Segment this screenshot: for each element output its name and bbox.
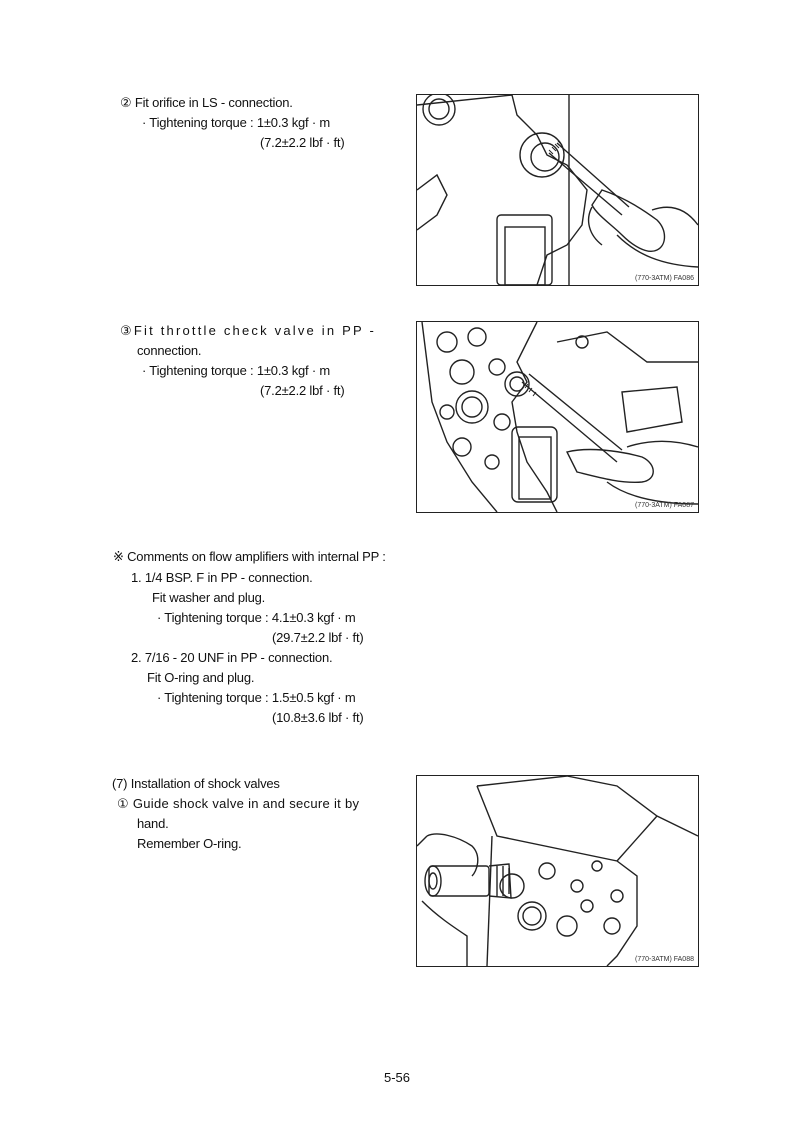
step-guide-shock-valve: ① Guide shock valve in and secure it by [117,796,360,811]
orifice-illustration [417,95,698,285]
torque-spec-imperial: (7.2±2.2 lbf · ft) [260,135,345,150]
torque-spec-imperial: (10.8±3.6 lbf · ft) [272,710,364,725]
comments-heading: ※ Comments on flow amplifiers with internal PP : [113,549,386,564]
step-continuation: connection. [137,343,202,358]
torque-spec-imperial: (7.2±2.2 lbf · ft) [260,383,345,398]
page-number: 5-56 [383,1070,411,1085]
shock-valve-illustration [417,776,698,966]
step-note: Remember O-ring. [137,836,242,851]
torque-spec: · Tightening torque : 1±0.3 kgf · m [142,363,331,378]
comment-item-1: 1. 1/4 BSP. F in PP - connection. [131,570,313,585]
torque-spec: · Tightening torque : 1.5±0.5 kgf · m [157,690,356,705]
throttle-valve-illustration [417,322,698,512]
figure-code: (770-3ATM) FA088 [634,956,694,963]
step-fit-orifice: ② Fit orifice in LS - connection. [120,95,293,110]
figure-orifice-ls [416,94,699,286]
comment-item-2: 2. 7/16 - 20 UNF in PP - connection. [131,650,333,665]
section-heading: (7) Installation of shock valves [112,776,280,791]
comment-item-1-sub: Fit washer and plug. [152,590,266,605]
step-fit-throttle-check-valve: ③Fit throttle check valve in PP - [120,323,376,338]
torque-spec: · Tightening torque : 1±0.3 kgf · m [142,115,331,130]
comment-item-2-sub: Fit O-ring and plug. [147,670,255,685]
step-continuation: hand. [137,816,169,831]
torque-spec-imperial: (29.7±2.2 lbf · ft) [272,630,364,645]
figure-code: (770-3ATM) FA086 [634,275,694,282]
figure-shock-valve [416,775,699,967]
figure-code: (770-3ATM) FA087 [634,502,694,509]
torque-spec: · Tightening torque : 4.1±0.3 kgf · m [157,610,356,625]
figure-throttle-check-valve [416,321,699,513]
